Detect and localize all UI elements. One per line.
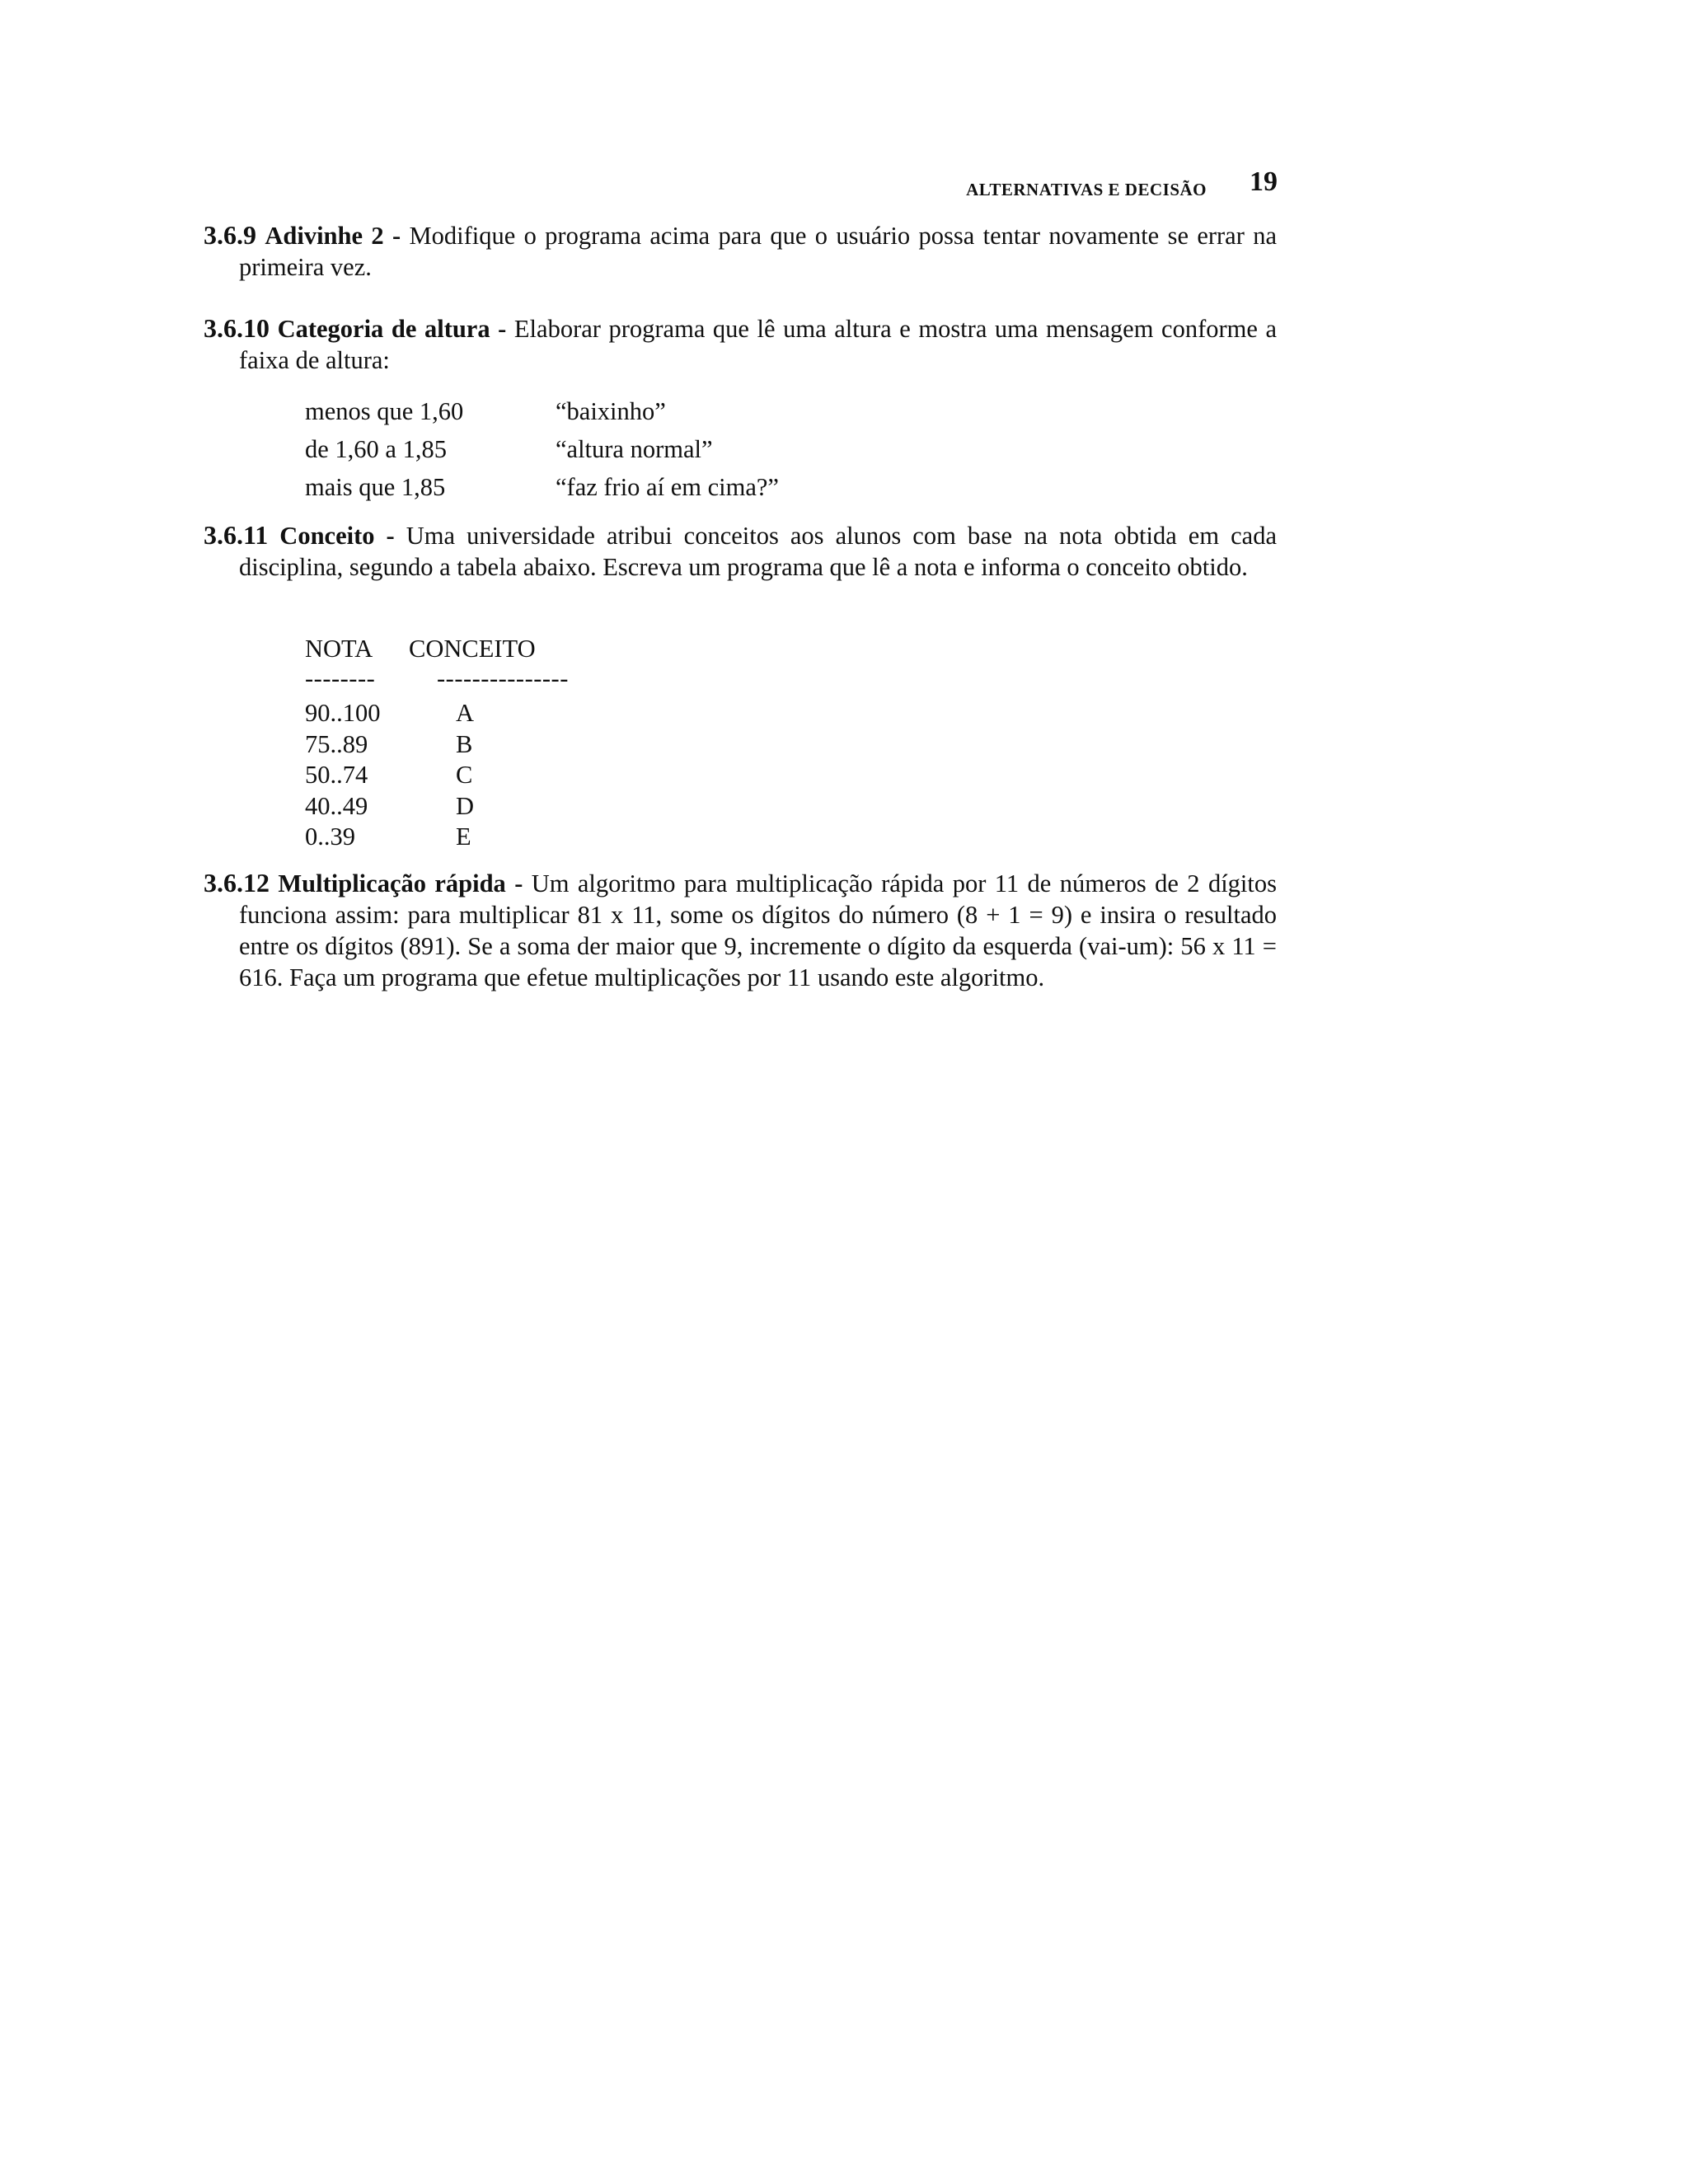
grade-nota: 75..89	[305, 729, 368, 758]
exercise-3-6-9	[204, 219, 1277, 283]
running-header	[948, 165, 1278, 206]
header-nota: NOTA	[305, 635, 373, 663]
separator-conceito: ---------------	[437, 664, 569, 692]
exercise-text: Uma universidade atribui conceitos aos alunos com base na nota obtida em cada disciplina, segundo a tabela abaixo. Escreva um programa que lê a nota e informa o conceito obtido.	[239, 522, 1277, 581]
grade-conceito: C	[456, 761, 473, 789]
exercise-3-6-10	[204, 312, 1277, 376]
height-range: mais que 1,85	[305, 473, 446, 501]
exercise-number: 3.6.10	[204, 313, 270, 343]
exercise-text: Modifique o programa acima para que o usuário possa tentar novamente se errar na primeira vez.	[239, 222, 1278, 281]
grade-conceito: D	[456, 791, 475, 820]
height-range: de 1,60 a 1,85	[305, 435, 447, 463]
exercise-number: 3.6.12	[204, 868, 270, 898]
page-number: 19	[1250, 166, 1278, 197]
running-title: ALTERNATIVAS E DECISÃO	[966, 180, 1207, 199]
grade-conceito: A	[456, 699, 475, 727]
exercise-number: 3.6.9	[204, 220, 256, 250]
grade-nota: 40..49	[305, 791, 368, 820]
exercise-title: Adivinhe 2 -	[265, 222, 401, 250]
grade-nota: 0..39	[305, 823, 355, 851]
grade-conceito: E	[456, 823, 471, 851]
height-range: menos que 1,60	[305, 397, 464, 425]
exercise-3-6-11	[204, 519, 1277, 583]
grade-nota: 50..74	[305, 761, 368, 789]
grade-nota: 90..100	[305, 699, 381, 727]
header-conceito: CONCEITO	[409, 635, 536, 663]
exercise-title: Multiplicação rápida -	[278, 869, 523, 898]
exercise-text: Um algoritmo para multiplicação rápida por 11 de números de 2 dígitos funciona assim: para multiplicar 81 x 11, some os dígitos do número (8 + 1 = 9) e insira o resultado entre os dígitos (891). Se a soma der maior que 9, incremente o dígito da esquerda (vai-um): 56 x 11 = 616. Faça um programa que efetue multiplicações por 11 usando este algoritmo.	[239, 869, 1277, 991]
height-message: “altura normal”	[556, 435, 713, 463]
exercise-3-6-12	[204, 867, 1277, 993]
height-message: “faz frio aí em cima?”	[556, 473, 779, 501]
exercise-title: Categoria de altura -	[277, 315, 507, 343]
separator-nota: --------	[305, 664, 376, 692]
grade-conceito: B	[456, 729, 473, 758]
exercise-text: Elaborar programa que lê uma altura e mostra uma mensagem conforme a faixa de altura:	[239, 315, 1278, 374]
exercise-number: 3.6.11	[204, 520, 269, 550]
height-message: “baixinho”	[556, 397, 666, 425]
exercise-title: Conceito -	[279, 522, 395, 550]
